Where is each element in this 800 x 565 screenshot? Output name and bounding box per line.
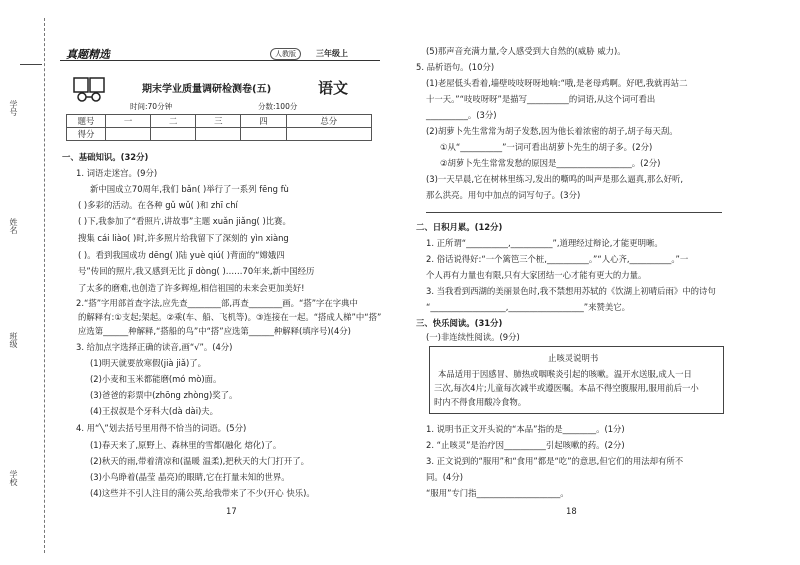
name-label: 姓名 xyxy=(9,218,18,234)
text-line: ①从“__________”一词可看出胡萝卜先生的胡子多。(2分) xyxy=(440,142,653,152)
text-line: ②胡萝卜先生常常发愁的原因是__________________。(2分) xyxy=(440,158,661,168)
text-line: 那么洪亮。用句中加点的词写句子。(3分) xyxy=(426,190,581,200)
box-line: 三次,每次4片;儿童每次减半或遵医嘱。本品不得空腹服用,服用前后一小 xyxy=(434,383,699,393)
time-label: 时间:70分钟 xyxy=(130,102,173,111)
text-line: 搜集 cái liào( )时,许多照片给我留下了深刻的 yìn xiàng xyxy=(78,233,289,243)
text-line: 号”传回的照片,我又感到无比 jī dòng( )……70年来,新中国经历 xyxy=(78,266,315,276)
text-line: 2. 俗话说得好:“一个篱笆三个桩,__________。”“人心齐,__________。”一 xyxy=(426,254,689,264)
exam-title: 期末学业质量调研检测卷(五) xyxy=(142,84,272,95)
answer-line[interactable] xyxy=(426,212,722,213)
question: 1. 说明书正文开头说的“本品”指的是________。(1分) xyxy=(426,424,625,434)
subject-title: 语文 xyxy=(318,79,349,97)
text-line: 应选第______种解释,“搭船的鸟”中“搭”应选第______种解释(填序号)(4分) xyxy=(78,326,351,336)
option-line[interactable]: (3)爸爸的彩票中(zhōng zhòng)奖了。 xyxy=(90,390,238,400)
text-line: “__________________,__________________”来赞美它。 xyxy=(426,302,630,312)
text-line: 个人再有力量也有限,只有大家团结一心才能有更大的力量。 xyxy=(426,270,647,280)
question: 2. “止咳灵”是治疗因__________引起咳嗽的药。(2分) xyxy=(426,440,625,450)
edition-badge: 人教版 xyxy=(270,48,301,60)
option-line[interactable]: (1)春天来了,原野上、森林里的雪都(融化 熔化)了。 xyxy=(90,440,282,450)
text-line: 同。(4分) xyxy=(426,472,463,482)
text-line: 十一天。”“吱吱呀呀”是描写__________的词语,从这个词可看出 xyxy=(426,94,656,104)
text-line: ( )。看到我国成功 dēng( )陆 yuè qiú( )背面的“嫦娥四 xyxy=(78,250,285,260)
question: 4. 用“╲”划去括号里用得不恰当的词语。(5分) xyxy=(76,423,247,433)
text-line: 的解释有:①支起;架起。②乘(车、船、飞机等)。③连接在一起。“搭成人梯”中“搭” xyxy=(78,312,382,322)
question: 2.“搭”字用部首查字法,应先查________部,再查________画。“搭”字在字典中 xyxy=(76,298,358,308)
table-cell: 题号 xyxy=(67,115,106,128)
box-title: 止咳灵说明书 xyxy=(548,353,599,363)
text-line: “服用”专门指____________________。 xyxy=(426,488,569,498)
text-line: ( )多彩的活动。在各种 gǔ wǔ( )和 zhī chí xyxy=(78,200,238,210)
question: 3. 给加点字选择正确的读音,画“√”。(4分) xyxy=(76,342,233,352)
text-line: 3. 当我看到西湖的美丽景色时,我不禁想用苏轼的《饮湖上初晴后雨》中的诗句 xyxy=(426,286,716,296)
score-table xyxy=(66,114,372,141)
table-cell: 一 xyxy=(106,115,151,128)
field-line xyxy=(20,64,42,65)
option-line[interactable]: (1)明天就要放寒假(jià jiǎ)了。 xyxy=(90,358,207,368)
series-logo: 真题精选 xyxy=(66,48,110,61)
score-table-header-row xyxy=(67,115,372,128)
table-cell: 四 xyxy=(241,115,286,128)
question: 1. 词语走迷宫。(9分) xyxy=(76,168,158,178)
page-number: 17 xyxy=(226,506,237,516)
medicine-instructions-box xyxy=(429,346,724,414)
score-input-cell[interactable] xyxy=(286,128,372,141)
header-rule xyxy=(60,60,380,61)
table-cell: 总分 xyxy=(286,115,372,128)
score-input-cell[interactable] xyxy=(241,128,286,141)
page-number: 18 xyxy=(566,506,577,516)
grade-label: 三年级上 xyxy=(316,49,348,58)
option-line[interactable]: (5)那声音充满力量,令人感受到大自然的(威胁 威力)。 xyxy=(426,46,626,56)
section-heading: 二、日积月累。(12分) xyxy=(416,222,503,232)
section-heading: 三、快乐阅读。(31分) xyxy=(416,318,503,328)
binding-strip xyxy=(0,0,60,565)
subsection-heading: (一)非连续性阅读。(9分) xyxy=(426,332,520,342)
table-cell: 二 xyxy=(151,115,196,128)
text-line: 1. 正所谓“__________,__________”,道理经过辩论,才能更明晰。 xyxy=(426,238,663,248)
text-line: (1)老屋低头看着,墙壁吱吱呀呀地响:“哦,是老母鸡啊。好吧,我就再站二 xyxy=(426,78,688,88)
option-line[interactable]: (3)小鸟睁着(晶莹 晶亮)的眼睛,它在打量未知的世界。 xyxy=(90,472,290,482)
text-line: 新中国成立70周年,我们 bǎn( )举行了一系列 fēng fù xyxy=(90,184,289,194)
question: 3. 正文说到的“服用”和“食用”都是“吃”的意思,但它们的用法却有所不 xyxy=(426,456,684,466)
option-line[interactable]: (4)这些并不引人注目的蒲公英,给我带来了不少(开心 快乐)。 xyxy=(90,488,315,498)
text-line: 了太多的磨难,也创造了许多辉煌,相信祖国的未来会更加美好! xyxy=(78,283,305,293)
class-label: 班级 xyxy=(9,332,18,348)
school-label: 学校 xyxy=(9,470,18,486)
cut-line xyxy=(44,18,45,553)
question: 5. 品析语句。(10分) xyxy=(416,62,495,72)
score-input-cell[interactable] xyxy=(106,128,151,141)
table-cell: 三 xyxy=(196,115,241,128)
section-heading: 一、基础知识。(32分) xyxy=(62,152,149,162)
score-input-cell[interactable] xyxy=(196,128,241,141)
student-number-label: 学号 xyxy=(9,100,18,116)
table-cell: 得分 xyxy=(67,128,106,141)
text-line: ( )下,我参加了“看照片,讲故事”主题 xuǎn jiǎng( )比赛。 xyxy=(78,216,291,226)
book-glasses-icon xyxy=(72,76,106,102)
box-line: 时内不得食用酸冷食物。 xyxy=(434,397,527,407)
box-line: 本品适用于因感冒、肺热或咽喉炎引起的咳嗽。温开水送服,成人一日 xyxy=(438,369,692,379)
text-line: (2)胡萝卜先生常常为胡子发愁,因为他长着浓密的胡子,胡子每天刮。 xyxy=(426,126,678,136)
option-line[interactable]: (2)小麦和玉米都能磨(mó mò)面。 xyxy=(90,374,222,384)
option-line[interactable]: (2)秋天的雨,带着清凉和(温暖 温柔),把秋天的大门打开了。 xyxy=(90,456,310,466)
score-table-score-row xyxy=(67,128,372,141)
option-line[interactable]: (4)王叔叔是个牙科大(dà dài)夫。 xyxy=(90,406,219,416)
text-line: __________。(3分) xyxy=(426,110,497,120)
text-line: (3)一天早晨,它在树林里练习,发出的嘶鸣的叫声是那么逼真,那么好听, xyxy=(426,174,684,184)
score-total-label: 分数:100分 xyxy=(258,102,298,111)
score-input-cell[interactable] xyxy=(151,128,196,141)
